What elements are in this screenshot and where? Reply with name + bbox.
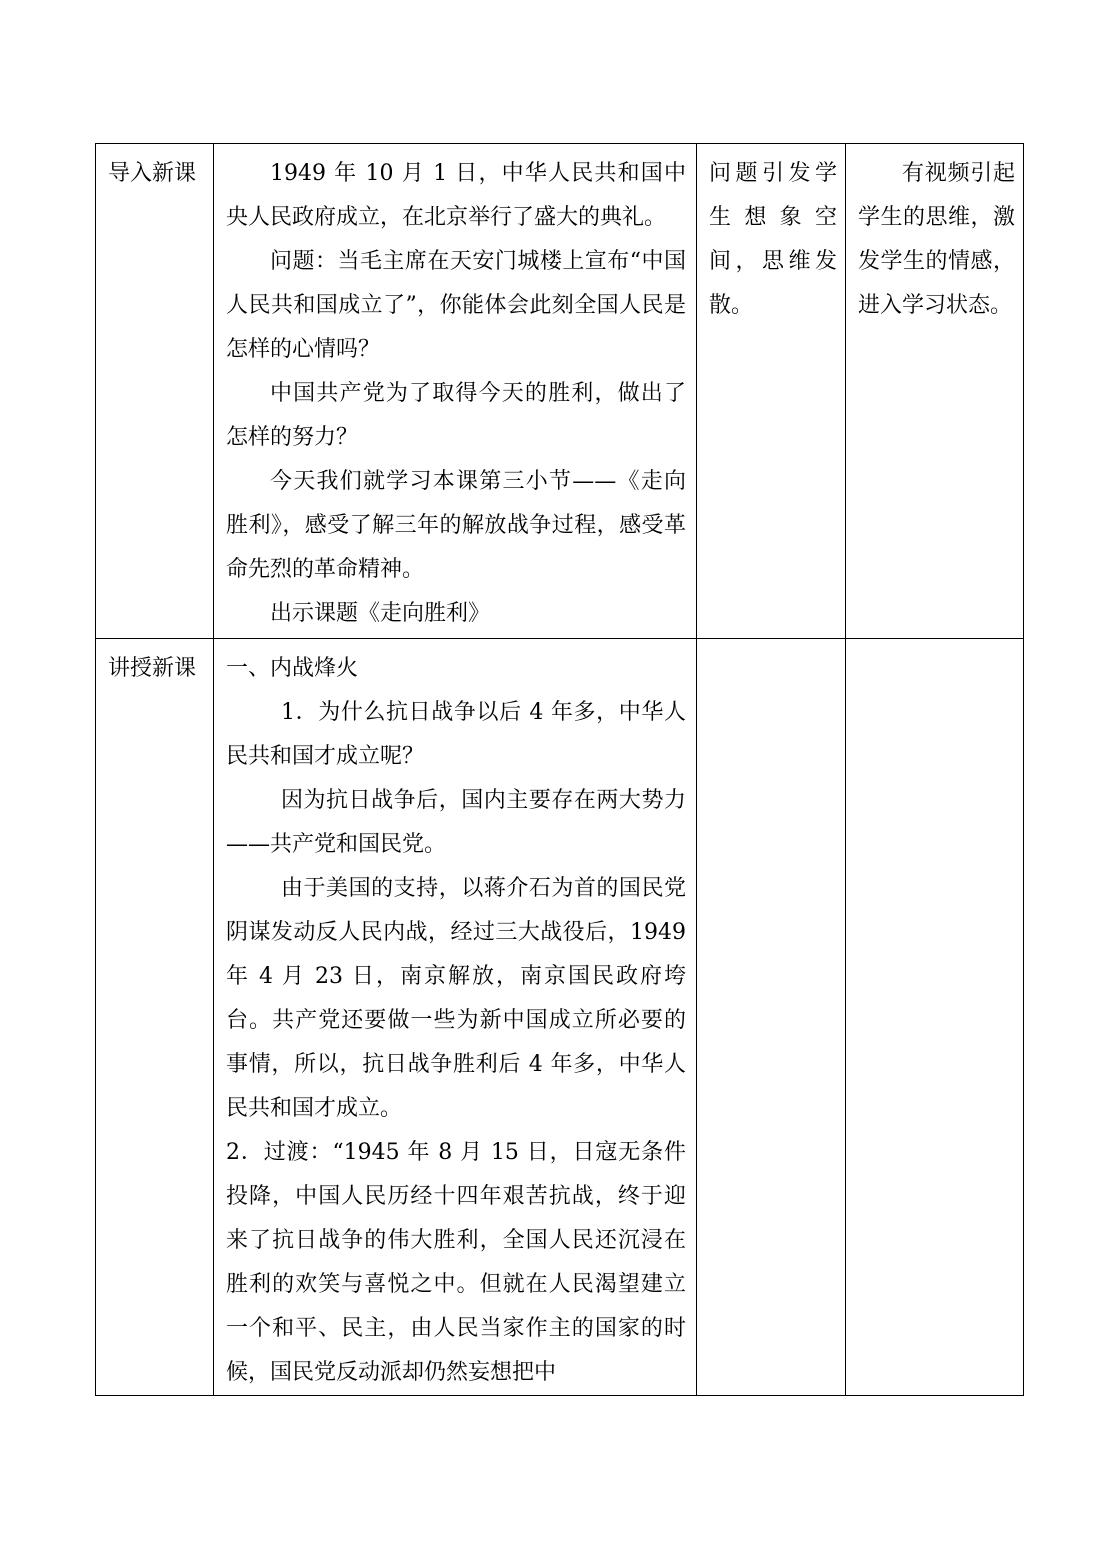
teaching-intent-cell — [697, 639, 846, 1396]
row-label: 讲授新课 — [96, 639, 214, 1396]
row-label: 导入新课 — [96, 144, 214, 639]
teaching-intent-cell: 问题引发学生想象空间，思维发散。 — [697, 144, 846, 639]
lesson-content-cell — [214, 639, 697, 1396]
teaching-effect-cell — [846, 639, 1024, 1396]
table-row — [96, 639, 1024, 1396]
lesson-plan-table — [95, 143, 1024, 1396]
paragraph: 问题：当毛主席在天安门城楼上宣布“中国人民共和国成立了”，你能体会此刻全国人民是怎样的心情吗？ — [226, 249, 686, 362]
paragraph: 由于美国的支持，以蒋介石为首的国民党阴谋发动反人民内战，经过三大战役后，1949 年 4 月 23 日，南京解放，南京国民政府垮台。共产党还要做一些为新中国成立所必要的事情，所以，抗日战争胜利后 4 年多，中华人民共和国才成立。 — [226, 876, 686, 1121]
paragraph: 中国共产党为了取得今天的胜利，做出了怎样的努力？ — [226, 381, 686, 450]
section-heading: 一、内战烽火 — [226, 656, 359, 681]
paragraph: 因为抗日战争后，国内主要存在两大势力——共产党和国民党。 — [226, 788, 686, 857]
paragraph: 1．为什么抗日战争以后 4 年多，中华人民共和国才成立呢？ — [226, 700, 686, 769]
paragraph: 出示课题《走向胜利》 — [270, 601, 491, 626]
paragraph: 今天我们就学习本课第三小节——《走向胜利》，感受了解三年的解放战争过程，感受革命先烈的革命精神。 — [226, 469, 686, 582]
paragraph: 2．过渡：“1945 年 8 月 15 日，日寇无条件投降，中国人民历经十四年艰苦抗战，终于迎来了抗日战争的伟大胜利，全国人民还沉浸在胜利的欢笑与喜悦之中。但就在人民渴望建立一个和平、民主，由人民当家作主的国家的时候，国民党反动派却仍然妄想把中 — [226, 1140, 686, 1385]
paragraph: 1949 年 10 月 1 日，中华人民共和国中央人民政府成立，在北京举行了盛大的典礼。 — [226, 161, 686, 230]
lesson-content-cell — [214, 144, 697, 639]
teaching-effect-cell: 有视频引起学生的思维，激发学生的情感，进入学习状态。 — [846, 144, 1024, 639]
table-row — [96, 144, 1024, 639]
